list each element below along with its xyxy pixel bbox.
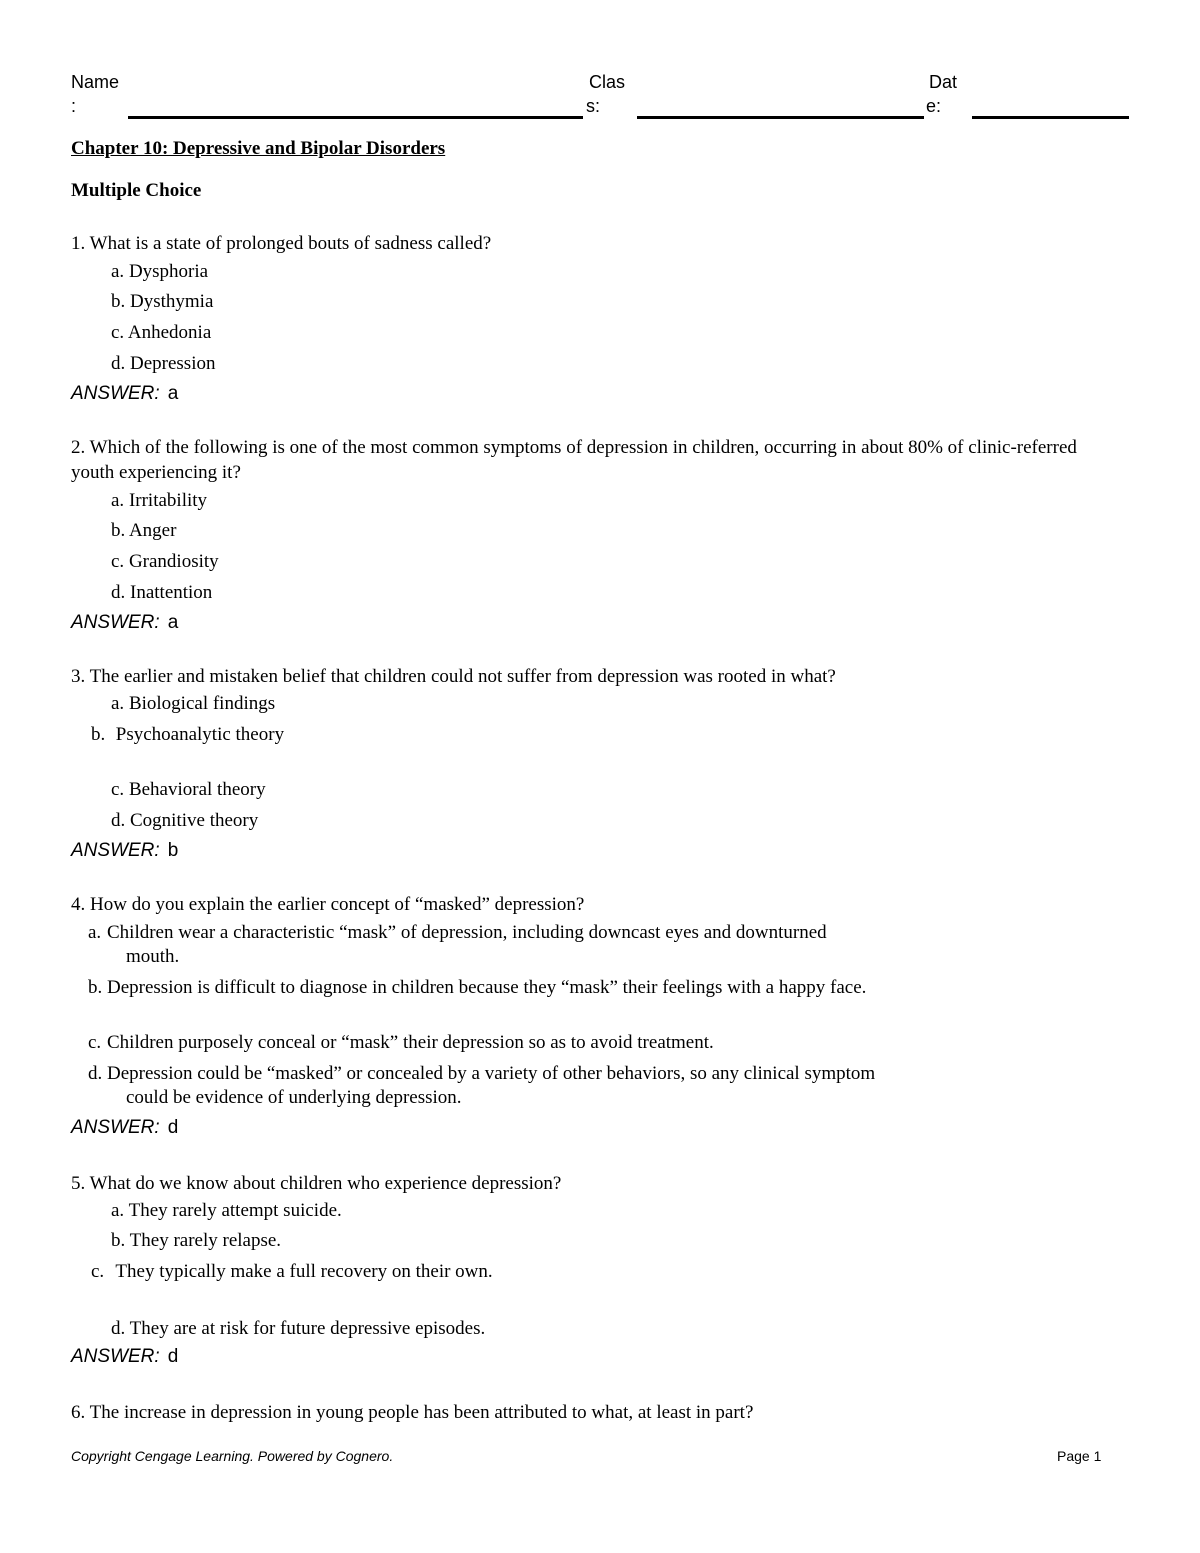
question-1-option-c: c. Anhedonia	[111, 322, 212, 343]
date-label-suffix: e:	[926, 96, 942, 116]
question-1-option-d: d. Depression	[111, 353, 216, 374]
footer-page-number: Page 1	[1057, 1448, 1102, 1464]
question-2-option-c: c. Grandiosity	[111, 551, 219, 572]
question-3-option-d: d. Cognitive theory	[111, 810, 259, 831]
question-4-option-b: b. Depression is difficult to diagnose in children because they “mask” their feelings with a happy face.	[88, 977, 867, 998]
question-5-answer: ANSWER: d	[71, 1346, 179, 1367]
question-3-option-c: c. Behavioral theory	[111, 779, 266, 800]
question-2-option-b: b. Anger	[111, 520, 177, 541]
date-field-line[interactable]	[972, 116, 1129, 119]
question-5-stem: 5. What do we know about children who experience depression?	[71, 1173, 562, 1194]
question-4-stem: 4. How do you explain the earlier concept of “masked” depression?	[71, 894, 585, 915]
name-field-line[interactable]	[128, 116, 583, 119]
question-5-option-a: a. They rarely attempt suicide.	[111, 1200, 342, 1221]
date-label: Dat	[929, 72, 958, 92]
question-4-option-a: a. Children wear a characteristic “mask” of depression, including downcast eyes and downturned mouth.	[88, 922, 827, 967]
question-3-option-a: a. Biological findings	[111, 693, 276, 714]
chapter-title: Chapter 10: Depressive and Bipolar Disorders	[71, 138, 446, 159]
question-1-option-b: b. Dysthymia	[111, 291, 214, 312]
question-4-answer: ANSWER: d	[71, 1117, 179, 1138]
class-label: Clas	[589, 72, 626, 92]
question-1-stem: 1. What is a state of prolonged bouts of sadness called?	[71, 233, 492, 254]
question-1-option-a: a. Dysphoria	[111, 261, 209, 282]
class-field-line[interactable]	[637, 116, 924, 119]
question-3-answer: ANSWER: b	[71, 840, 179, 861]
section-title: Multiple Choice	[71, 180, 202, 201]
footer-copyright: Copyright Cengage Learning. Powered by Cognero.	[71, 1448, 394, 1464]
question-5-option-b: b. They rarely relapse.	[111, 1230, 282, 1251]
name-label: Name	[71, 72, 120, 92]
question-2-stem: 2. Which of the following is one of the most common symptoms of depression in children, occurring in about 80% of clinic-referred youth experiencing it?	[71, 437, 1077, 483]
question-1-answer: ANSWER: a	[71, 383, 179, 404]
question-4-option-c: c. Children purposely conceal or “mask” their depression so as to avoid treatment.	[88, 1032, 714, 1053]
question-6-stem: 6. The increase in depression in young people has been attributed to what, at least in part?	[71, 1402, 754, 1423]
question-2-answer: ANSWER: a	[71, 612, 179, 633]
question-5-option-d: d. They are at risk for future depressive episodes.	[111, 1318, 486, 1339]
question-3-stem: 3. The earlier and mistaken belief that children could not suffer from depression was rooted in what?	[71, 666, 836, 687]
class-label-suffix: s:	[586, 96, 601, 116]
question-2-option-d: d. Inattention	[111, 582, 213, 603]
question-4-option-d: d. Depression could be “masked” or concealed by a variety of other behaviors, so any clinical symptom could be evidence of underlying depression.	[88, 1063, 876, 1108]
question-2-option-a: a. Irritability	[111, 490, 208, 511]
question-5-option-c: c. They typically make a full recovery on their own.	[91, 1261, 493, 1282]
name-label-colon: :	[71, 96, 77, 116]
question-3-option-b: b. Psychoanalytic theory	[91, 724, 285, 745]
